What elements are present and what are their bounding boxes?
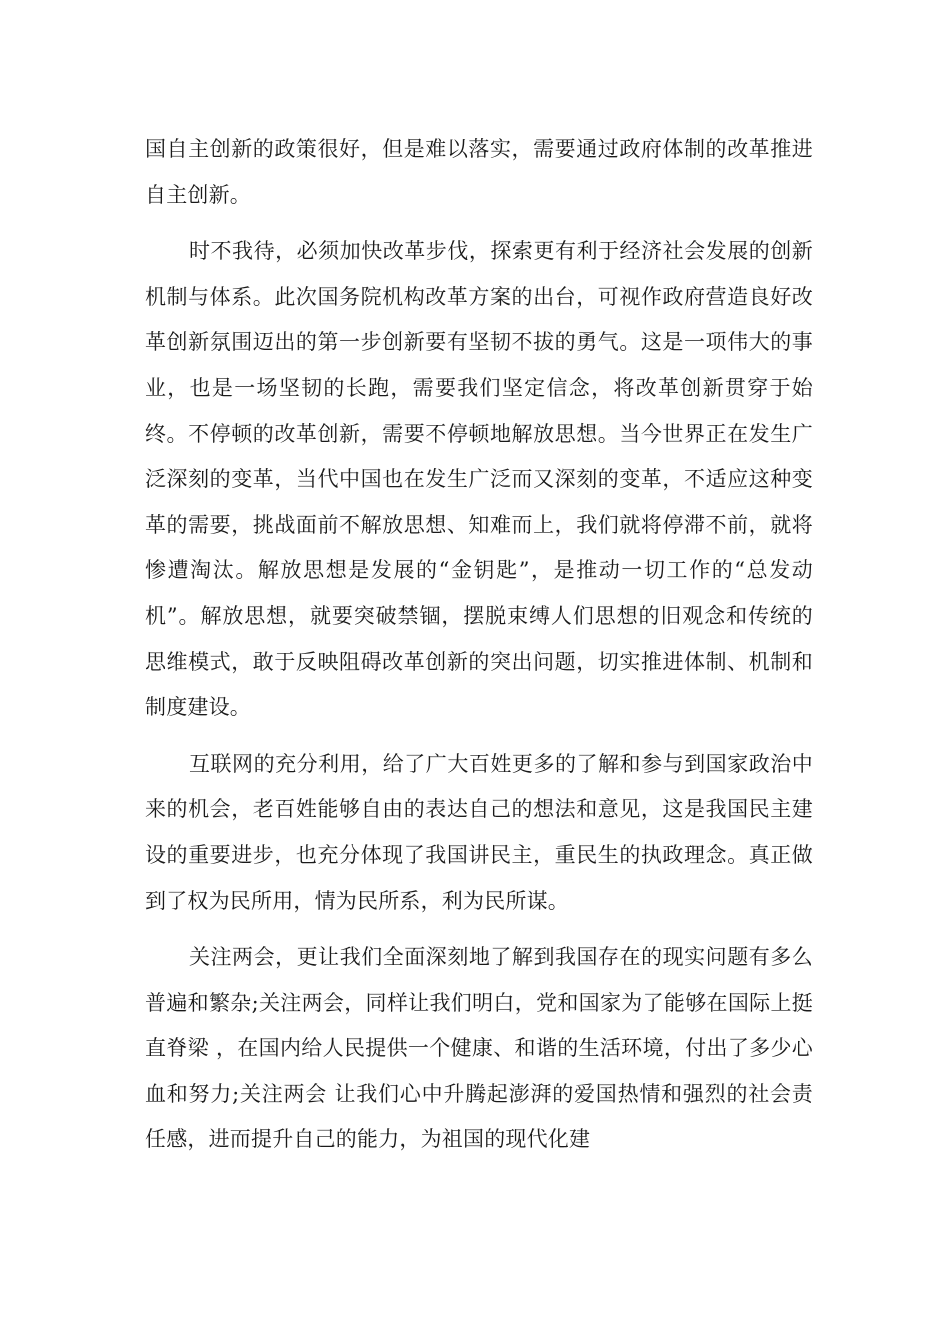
paragraph-3: 互联网的充分利用，给了广大百姓更多的了解和参与到国家政治中来的机会，老百姓能够自由的表达自己的想法和意见，这是我国民主建设的重要进步，也充分体现了我国讲民主，重民生的执政理念。真正做到了权为民所用，情为民所系，利为民所谋。 bbox=[145, 751, 813, 913]
paragraph-1: 国自主创新的政策很好，但是难以落实，需要通过政府体制的改革推进自主创新。 bbox=[145, 137, 813, 207]
paragraph-4: 关注两会，更让我们全面深刻地了解到我国存在的现实问题有多么普遍和繁杂;关注两会，同样让我们明白，党和国家为了能够在国际上挺直脊梁 ，在国内给人民提供一个健康、和谐的生活环境，付出了多少心血和努力;关注两会 让我们心中升腾起澎湃的爱国热情和强烈的社会责任感，进而提升自己的能力，为祖国的现代化建 bbox=[145, 945, 813, 1152]
paragraph-2: 时不我待，必须加快改革步伐，探索更有利于经济社会发展的创新机制与体系。此次国务院机构改革方案的出台，可视作政府营造良好改革创新氛围迈出的第一步创新要有坚韧不拔的勇气。这是一项伟大的事业，也是一场坚韧的长跑，需要我们坚定信念，将改革创新贯穿于始终。不停顿的改革创新，需要不停顿地解放思想。当今世界正在发生广泛深刻的变革，当代中国也在发生广泛而又深刻的变革，不适应这种变革的需要，挑战面前不解放思想、知难而上，我们就将停滞不前，就将惨遭淘汰。解放思想是发展的“金钥匙”，是推动一切工作的“总发动机”。解放思想，就要突破禁锢，摆脱束缚人们思想的旧观念和传统的思维模式，敢于反映阻碍改革创新的突出问题，切实推进体制、机制和制度建设。 bbox=[145, 239, 813, 720]
document-body bbox=[145, 127, 813, 1163]
